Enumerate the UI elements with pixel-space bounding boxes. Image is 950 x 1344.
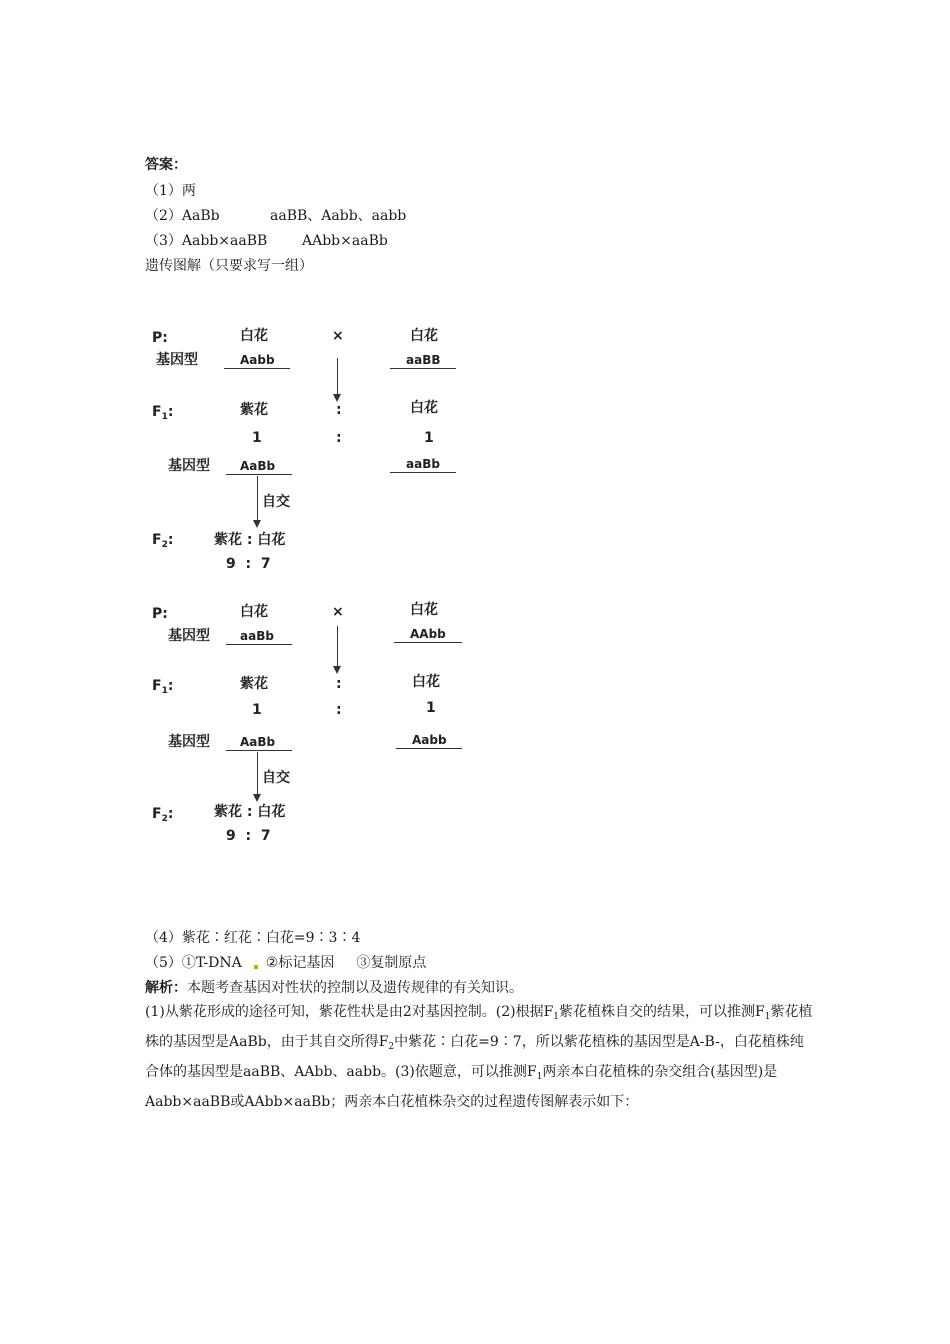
underline (226, 644, 292, 645)
ratio-colon: : (336, 702, 342, 718)
arrow-down-icon (253, 794, 261, 802)
f1-left-genotype: AaBb (240, 735, 276, 749)
f1-mid-colon: : (336, 402, 342, 418)
dot-marker-icon (254, 965, 258, 969)
analysis-line (145, 977, 523, 999)
answer-line-1: （1）两 (145, 183, 196, 199)
f1-right-genotype: aaBb (406, 457, 440, 471)
answer-line-2a: （2）AaBb (145, 208, 220, 224)
analysis-intro: 本题考查基因对性状的控制以及遗传规律的有关知识。 (187, 980, 523, 996)
underline (226, 750, 292, 751)
ratio-colon: : (336, 430, 342, 446)
p-left-phenotype: 白花 (240, 328, 268, 344)
answer-6a: （5）①T-DNA (145, 955, 242, 971)
f1-left-phenotype: 紫花 (240, 676, 268, 692)
arrow-line (257, 752, 258, 796)
f2-label: $F_2$: (152, 532, 174, 550)
f2-ratio: 9 : 7 (226, 828, 271, 844)
f1-left-phenotype: 紫花 (240, 402, 268, 418)
underline (396, 748, 462, 749)
f1-genotype-label: 基因型 (168, 734, 210, 750)
arrow-down-icon (253, 520, 261, 528)
answer-line-4: 遗传图解（只要求写一组） (145, 258, 313, 274)
f2-phenotypes: 紫花 : 白花 (214, 804, 286, 820)
f2-phenotypes: 紫花 : 白花 (214, 532, 286, 548)
f1-right-phenotype: 白花 (410, 400, 438, 416)
f1-mid-colon: : (336, 676, 342, 692)
p-right-genotype: AAbb (410, 627, 446, 641)
arrow-down-icon (333, 666, 341, 674)
answer-line-6 (145, 952, 426, 974)
answer-line-5: （4）紫花∶红花∶白花=9∶3∶4 (145, 930, 361, 946)
p-right-phenotype: 白花 (410, 602, 438, 618)
underline (224, 368, 290, 369)
analysis-paragraph: (1)从紫花形成的途径可知，紫花性状是由2对基因控制。(2)根据$F_1$紫花植株自交的结果，可以推测$F_1$紫花植株的基因型是AaBb，由于其自交所得$F_2$中紫花∶白花=9∶7，所以紫花植株的基因型是A-B-，白花植株纯合体的基因型是aaBB、AAbb、aabb。(3)依题意，可以推测$F_1$两亲本白花植株的杂交组合(基因型)是Aabb×aaBB或AAbb×aaBb；两亲本白花植株杂交的过程遗传图解表示如下： (145, 1004, 813, 1110)
f1-label: $F_1$: (152, 404, 174, 422)
p-left-genotype: aaBb (240, 629, 274, 643)
arrow-line (337, 626, 338, 668)
p-right-phenotype: 白花 (410, 328, 438, 344)
f2-label: $F_2$: (152, 806, 174, 824)
cross-symbol: × (332, 328, 344, 344)
p-label: P: (152, 606, 168, 622)
selfing-label: 自交 (262, 770, 290, 786)
ratio-left: 1 (252, 702, 262, 718)
genotype-label: 基因型 (156, 352, 198, 368)
f1-genotype-label: 基因型 (168, 458, 210, 474)
arrow-line (337, 358, 338, 396)
p-right-genotype: aaBB (406, 353, 441, 367)
answer-line-2b: aaBB、Aabb、aabb (270, 208, 407, 224)
arrow-line (257, 476, 258, 522)
genotype-label: 基因型 (168, 628, 210, 644)
answer-6b: ②标记基因 (265, 955, 335, 971)
genetic-diagram-2 (140, 598, 480, 858)
ratio-right: 1 (424, 430, 434, 446)
ratio-left: 1 (252, 430, 262, 446)
ratio-right: 1 (426, 700, 436, 716)
f1-label: $F_1$: (152, 678, 174, 696)
p-left-phenotype: 白花 (240, 604, 268, 620)
f2-ratio: 9 : 7 (226, 556, 271, 572)
underline (390, 472, 456, 473)
answer-heading: 答案： (145, 157, 187, 173)
p-label: P: (152, 330, 168, 346)
f1-right-genotype: Aabb (412, 733, 447, 747)
answer-line-3b: AAbb×aaBb (302, 233, 388, 249)
selfing-label: 自交 (262, 494, 290, 510)
underline (390, 368, 456, 369)
genetic-diagram-1 (140, 322, 480, 582)
answer-6c: ③复制原点 (356, 955, 427, 971)
underline (226, 474, 292, 475)
underline (394, 642, 462, 643)
cross-symbol: × (332, 604, 344, 620)
p-left-genotype: Aabb (240, 353, 275, 367)
analysis-heading: 解析： (145, 980, 187, 996)
f1-right-phenotype: 白花 (412, 674, 440, 690)
f1-left-genotype: AaBb (240, 459, 276, 473)
answer-line-3a: （3）Aabb×aaBB (145, 233, 268, 249)
arrow-down-icon (333, 394, 341, 402)
